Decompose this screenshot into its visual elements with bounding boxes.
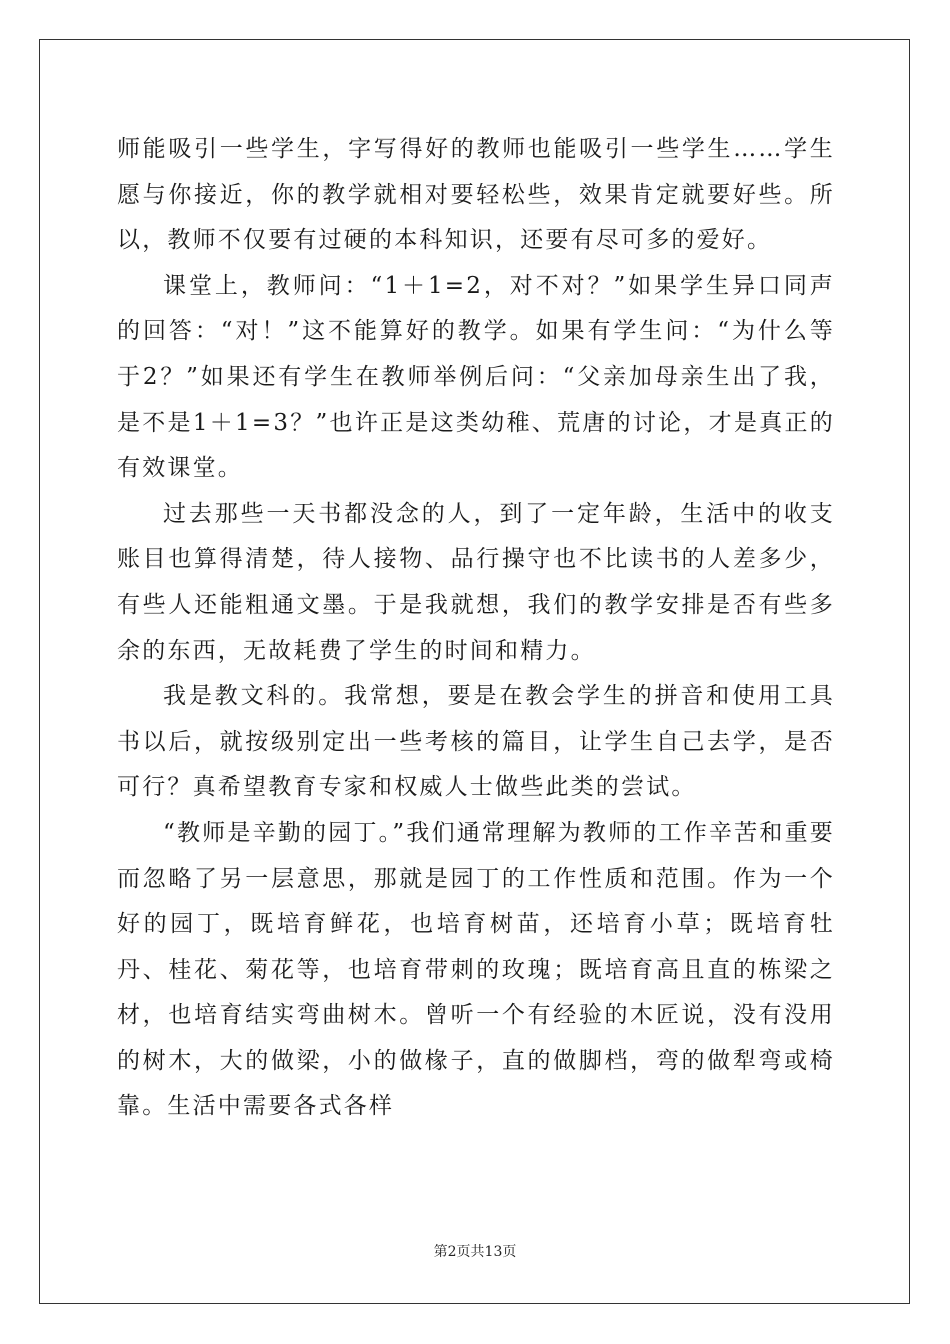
page-number: 第2页 bbox=[433, 1244, 471, 1260]
document-body bbox=[117, 127, 835, 1130]
paragraph-4: 我是教文科的。我常想，要是在教会学生的拼音和使用工具书以后，就按级别定出一些考核的篇目，让学生自己去学，是否可行？真希望教育专家和权威人士做些此类的尝试。 bbox=[117, 683, 835, 801]
paragraph-3: 过去那些一天书都没念的人，到了一定年龄，生活中的收支账目也算得清楚，待人接物、品行操守也不比读书的人差多少，有些人还能粗通文墨。于是我就想，我们的教学安排是否有些多余的东西，无故耗费了学生的时间和精力。 bbox=[117, 500, 835, 664]
paragraph-2: 课堂上，教师问：“1＋1=2，对不对？”如果学生异口同声的回答：“对！”这不能算好的教学。如果有学生问：“为什么等于2？”如果还有学生在教师举例后问：“父亲加母亲生出了我，是不是1＋1=3？”也许正是这类幼稚、荒唐的讨论，才是真正的有效课堂。 bbox=[117, 272, 835, 482]
page-total: 共13页 bbox=[470, 1244, 517, 1260]
paragraph-1: 师能吸引一些学生，字写得好的教师也能吸引一些学生……学生愿与你接近，你的教学就相对要轻松些，效果肯定就要好些。所以，教师不仅要有过硬的本科知识，还要有尽可多的爱好。 bbox=[117, 136, 835, 254]
page-footer bbox=[0, 1241, 950, 1261]
paragraph-5: “教师是辛勤的园丁。”我们通常理解为教师的工作辛苦和重要而忽略了另一层意思，那就是园丁的工作性质和范围。作为一个好的园丁，既培育鲜花，也培育树苗，还培育小草；既培育牡丹、桂花、菊花等，也培育带刺的玫瑰；既培育高且直的栋梁之材，也培育结实弯曲树木。曾听一个有经验的木匠说，没有没用的树木，大的做梁，小的做椽子，直的做脚档，弯的做犁弯或椅靠。生活中需要各式各样 bbox=[117, 819, 835, 1120]
